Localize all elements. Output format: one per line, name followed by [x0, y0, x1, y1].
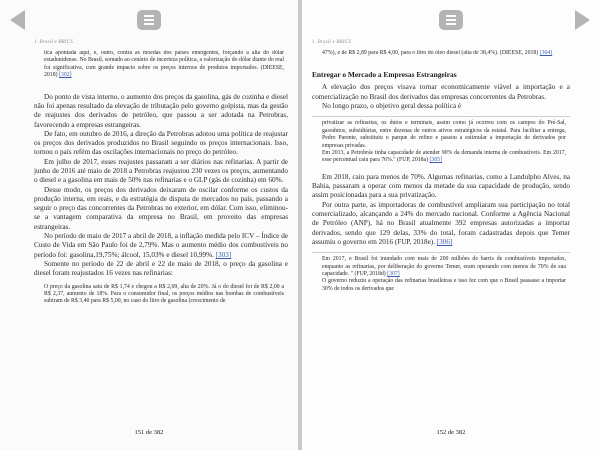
block-quote: O governo reduziu a operação das refinarias brasileiras e isso fez com que o Brasil passasse a importar 30% de todos os derivados que — [322, 278, 566, 292]
paragraph: Somente no período de 22 de abril e 22 de maio de 2018, o preço da gasolina e diesel foram reajustados 16 vezes nas refinarias: — [34, 259, 288, 278]
block-quote: privatizar as refinarias, os dutos e terminais, assim como já ocorreu com os campos do Pré-Sal, gasodutos, subsidiárias, entre dezenas de outros ativos estratégicos da estatal. Para facilitar a entrega, Pedro Parente, substituiu o parque de refino e passou a estimular a importação de derivados por empresas privadas. — [322, 120, 566, 149]
left-page-content — [34, 50, 288, 420]
footnote-link[interactable]: [305] — [429, 157, 443, 164]
paragraph — [34, 232, 288, 260]
paragraph: Em julho de 2017, esses reajustes passaram a ser diários nas refinarias. A partir de junho de 2016 até maio de 2018 a Petrobras reajustou 230 vezes os preços, aumentando o diesel e a gasolina em mais de 50% nas refinarias e o GLP (gás de cozinha) em 60%. — [34, 157, 288, 185]
paragraph: Desse modo, os preços dos derivados deixaram de oscilar conforme os custos da produção interna, em reais, e da estratégia de disputa de mercados no país, passando a seguir o preço das concorrentes da Petrobras no exterior, em dólar. Com isso, eliminou-se a vantagem comparativa da empresa no Brasil, em proveito das empresas estrangeiras. — [34, 185, 288, 231]
paragraph: A elevação dos preços visava tornar economicamente viável a importação e a comercialização no Brasil dos derivados das empresas concorrentes da Petrobras. — [312, 83, 570, 101]
divider — [312, 116, 570, 117]
footnote-link[interactable]: [306] — [436, 237, 453, 246]
block-quote — [312, 256, 570, 278]
quote-text: Em 2013, a Petrobrás tinha capacidade de atender 90% da demanda interna de combustíveis. Em 2017, esse percentual caiu para 76%." (FUP, 2018a) — [322, 149, 566, 164]
block-quote — [34, 50, 288, 80]
page-number: 151 de 382 — [134, 429, 164, 436]
triangle-right-icon[interactable] — [575, 10, 590, 30]
running-head: 1. Brasil e BRICS — [312, 40, 351, 45]
left-toolbar — [0, 8, 298, 32]
quote-text: tica apontada aqui, e, outro, contra as moedas dos países emergentes, forçando a alta do dólar estadunidense. No Brasil, somado ao cenário de incerteza política, a valorização do dólar diante do real foi significativa, com grande impacto sobre os preços internos de produtos importados. (DIEESE, 2018) — [44, 50, 284, 79]
menu-icon[interactable] — [137, 10, 161, 30]
triangle-left-icon[interactable] — [10, 10, 25, 30]
block-quote — [312, 150, 570, 165]
paragraph — [312, 201, 570, 247]
footnote-link[interactable]: [302] — [58, 72, 72, 79]
right-page-content — [312, 50, 570, 420]
section-heading: Entregar o Mercado a Empresas Estrangeiras — [312, 70, 457, 80]
page-number: 152 de 382 — [436, 429, 466, 436]
quote-text: 47%), e de R$ 2,89 para R$ 4,00, para o litro do óleo diesel (alta de 38,4%). (DIEESE, 2018) — [322, 50, 539, 56]
footnote-link[interactable]: [307] — [387, 270, 400, 277]
menu-icon[interactable] — [439, 10, 463, 30]
paragraph-text: No período de maio de 2017 a abril de 2018, a inflação medida pelo ICV – Índice de Custo de Vida em São Paulo foi de 2,79%. Mas o aumento médio dos combustíveis no período foi: gasolina,19,75%; álcool, 15,03% e diesel 10,99%. — [34, 232, 288, 259]
paragraph: Em 2018, caiu para menos de 70%. Algumas refinarias, como a Landulpho Alves, na Bahia, passaram a operar com menos da metade da sua capacidade de produção, sendo assim posicionadas para a sua privatização. — [312, 172, 570, 200]
left-page — [0, 0, 298, 450]
footnote-link[interactable]: [303] — [215, 250, 232, 259]
paragraph: Do ponto de vista interno, o aumento dos preços da gasolina, gás de cozinha e diesel não foi apenas resultado da elevação de tributação pelo governo golpista, mas da gestão de reajustes dos derivados de petróleo, que passou a ser adotada na Petrobras, favorecendo a empresas estrangeiras. — [34, 92, 288, 129]
quote-text: Em 2017, o Brasil foi inundado com mais de 200 milhões de barris de combustíveis importados, enquanto as refinarias, por deliberação do governo Temer, eram operando com menos de 70% de sua capacidade. " (FUP, 2018d) — [322, 256, 566, 277]
right-toolbar — [302, 8, 600, 32]
right-page — [302, 0, 600, 450]
paragraph: No longo prazo, o objetivo geral dessa política é — [322, 102, 462, 110]
block-quote: O preço da gasolina saiu de R$ 1,74 e chegou a R$ 2,09, alta de 20%. Já o do diesel foi de R$ 2,00 a R$ 2,37, aumento de 18%. Para o consumidor final, os preços médios nas bombas de combustíveis subiram de R$ 3,40 para R$ 5,00, no caso do litro de gasolina (crescimento de — [44, 283, 284, 305]
running-head: 1. Brasil e BRICS — [34, 40, 73, 45]
divider — [312, 252, 570, 253]
block-quote — [312, 50, 570, 57]
paragraph-text: Por outra parte, as importadoras de combustível ampliaram sua participação no total comercializado, alcançando a 24% do mercado nacional. Conforme a Agência Nacional de Petróleo (ANP), há no Brasil atualmente 392 empresas autorizadas a importar derivados, sendo que 129 delas, 33% do total, foram cadastradas depois que Temer assumiu o governo em 2016 (FUP, 2018e). — [312, 200, 570, 246]
paragraph: De fato, em outubro de 2016, a direção da Petrobras adotou uma política de reajustar os preços dos derivados produzidos no Brasil seguindo os preços internacionais. Isso, tornou o país refém das oscilações internacionais no preço do petróleo. — [34, 129, 288, 157]
footnote-link[interactable]: [304] — [539, 50, 553, 56]
